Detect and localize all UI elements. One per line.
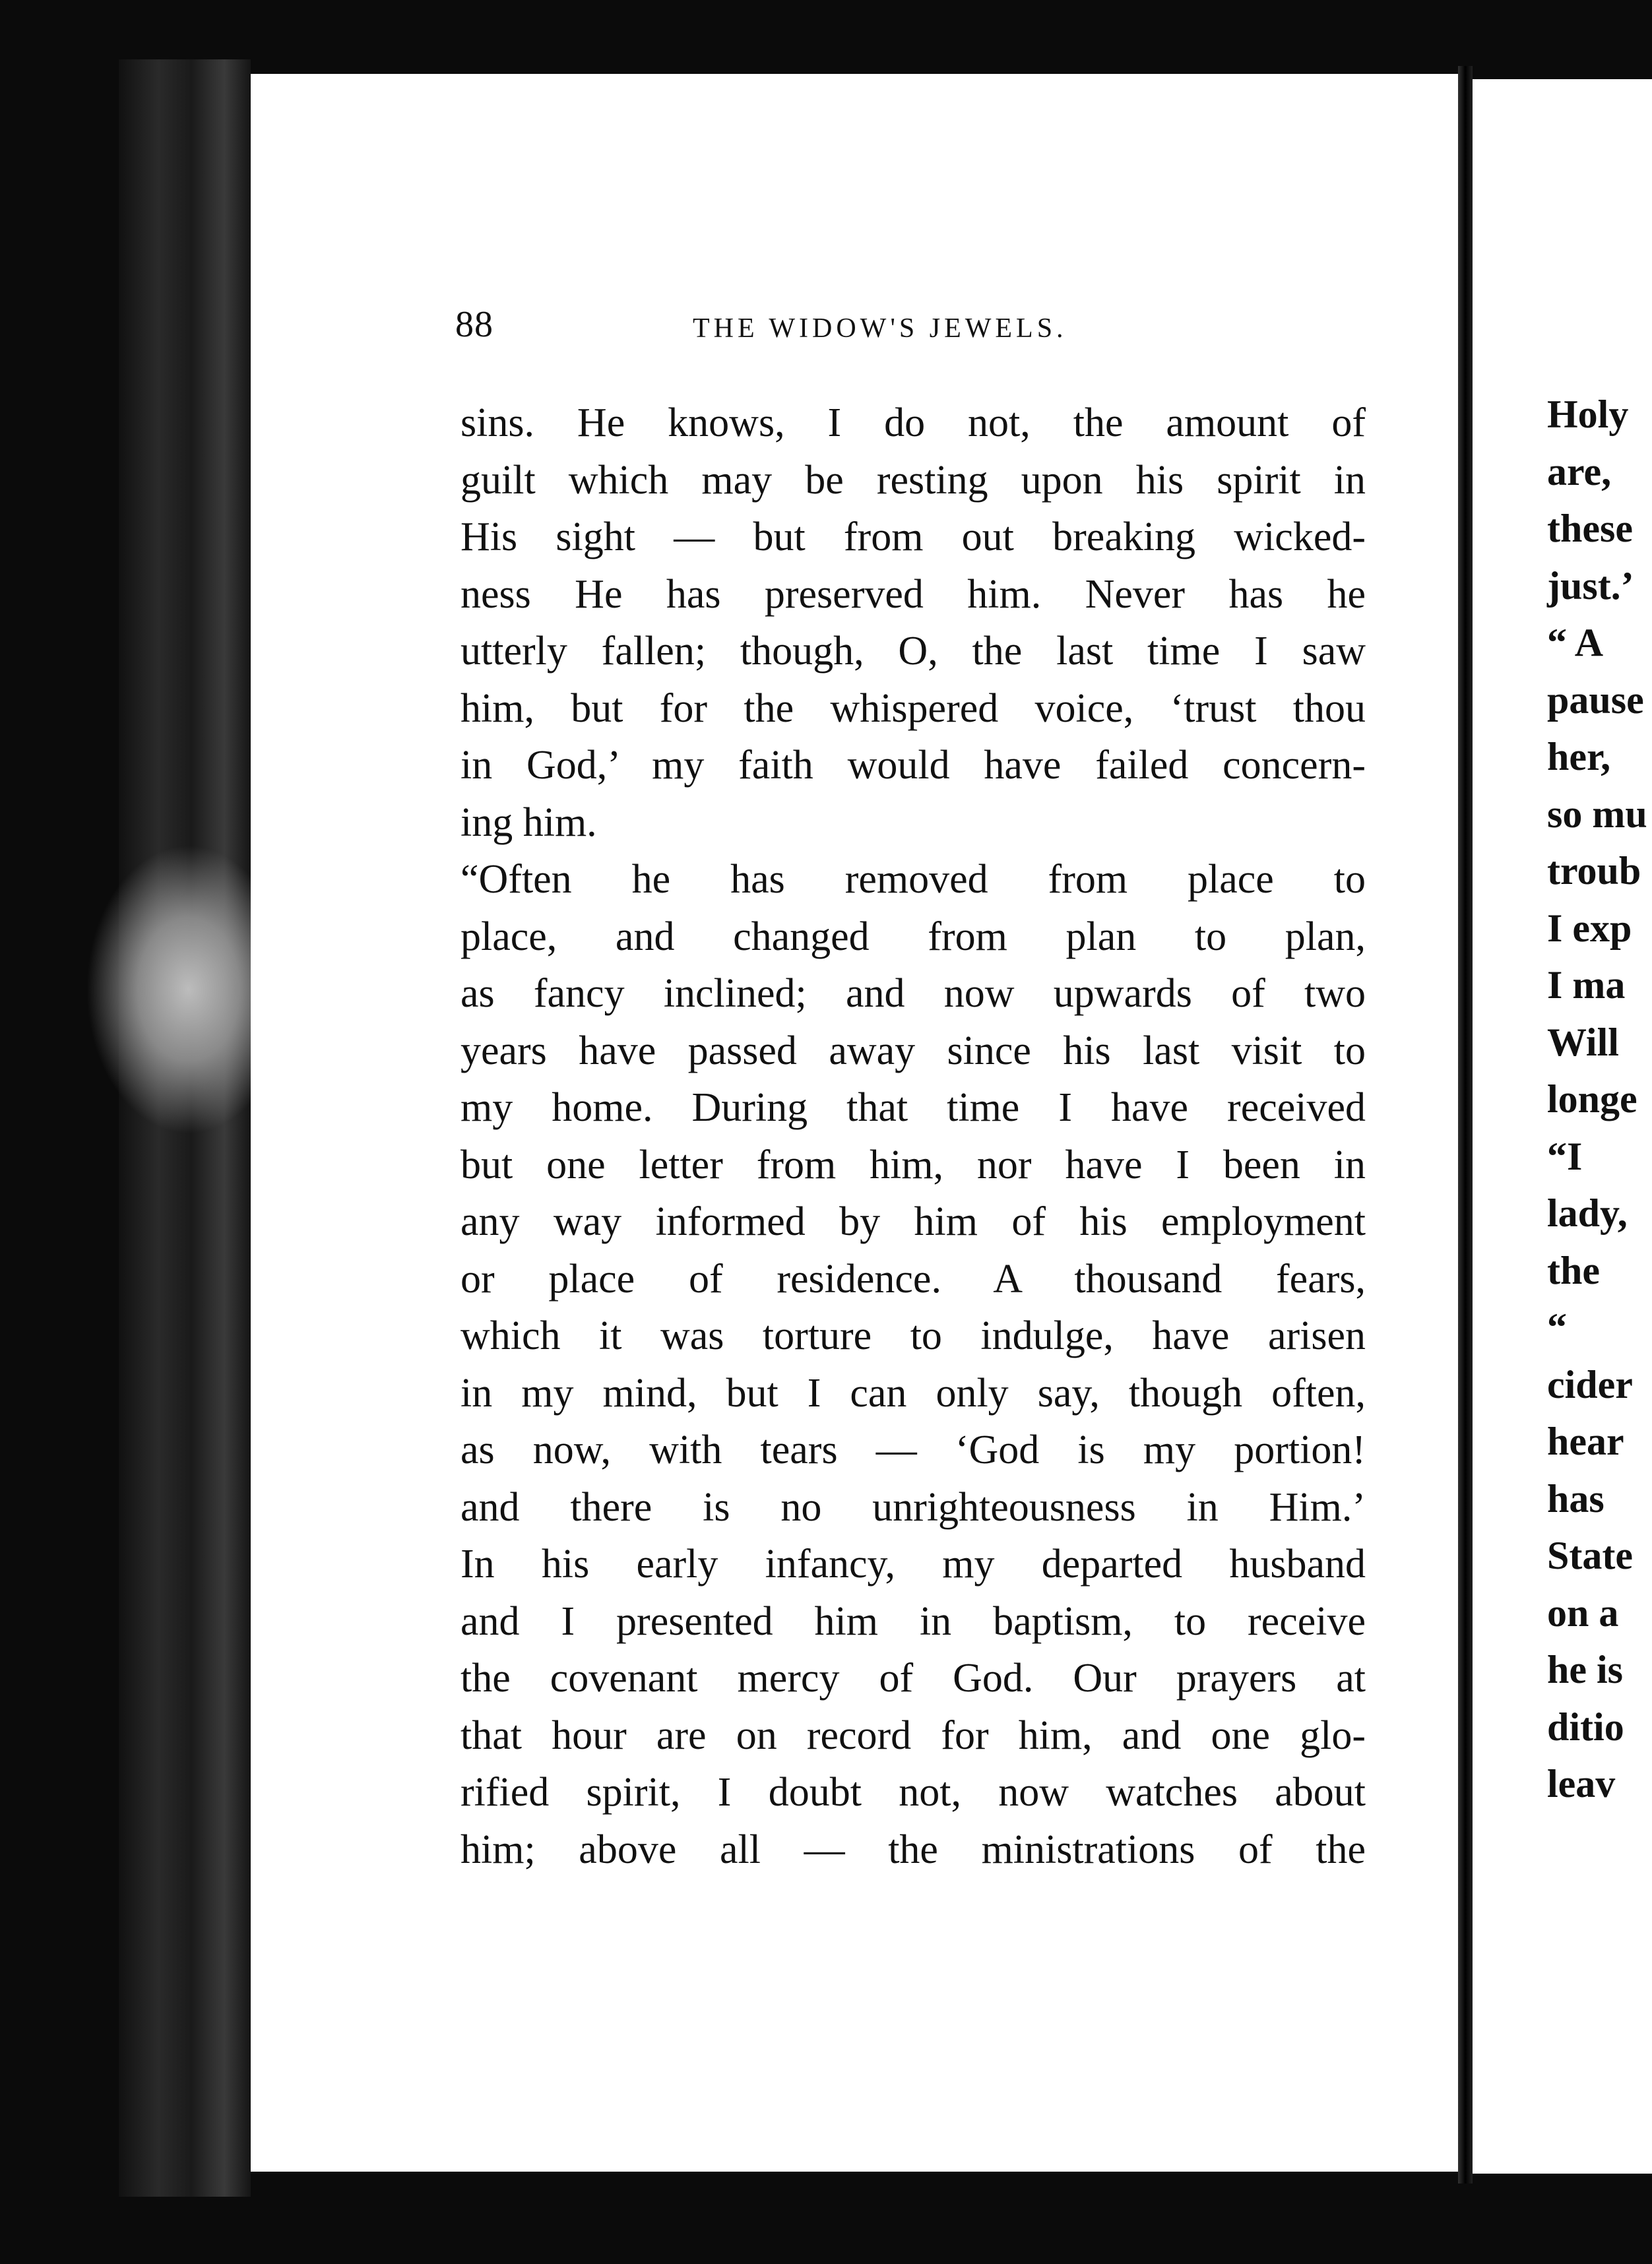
text-line: In his early infancy, my departed husband (461, 1542, 1366, 1587)
text-line: but one letter from him, nor have I been in (461, 1142, 1366, 1187)
text-line: these (1547, 507, 1633, 550)
text-line: sins. He knows, I do not, the amount of (461, 400, 1366, 445)
text-line: the covenant mercy of God. Our prayers at (461, 1656, 1366, 1701)
text-line: place, and changed from plan to plan, (461, 914, 1366, 959)
text-line: has (1547, 1476, 1604, 1521)
text-line: as now, with tears — ‘God is my portion! (461, 1428, 1366, 1472)
text-line: ditio (1547, 1705, 1624, 1749)
right-page-body (1547, 386, 1652, 1813)
text-line: rified spirit, I doubt not, now watches about (461, 1770, 1366, 1815)
text-line: utterly fallen; though, O, the last time I saw (461, 629, 1366, 674)
text-line: Will (1547, 1020, 1619, 1064)
text-line: “Often he has removed from place to (461, 857, 1366, 902)
text-line: the (1547, 1248, 1600, 1292)
text-line: as fancy inclined; and now upwards of two (461, 971, 1366, 1016)
text-line: so mu (1547, 792, 1647, 836)
text-line: Holy (1547, 393, 1629, 436)
left-page-body (461, 394, 1366, 1878)
text-line: years have passed away since his last visit to (461, 1028, 1366, 1073)
text-line: and there is no unrighteousness in Him.’ (461, 1484, 1366, 1530)
text-line: any way informed by him of his employment (461, 1199, 1366, 1244)
text-line: ness He has preserved him. Never has he (461, 571, 1366, 617)
text-line: which it was torture to indulge, have arisen (461, 1313, 1366, 1358)
text-line: His sight — but from out breaking wicked- (461, 515, 1366, 559)
text-line: in God,’ my faith would have failed concern- (461, 743, 1366, 788)
text-line: troub (1547, 849, 1641, 893)
text-line: lady, (1547, 1191, 1628, 1235)
text-line: State (1547, 1534, 1633, 1577)
text-line: “ (1547, 1305, 1567, 1349)
page-damage-mark (86, 844, 257, 1135)
page-number: 88 (455, 304, 493, 345)
text-line: are, (1547, 449, 1612, 493)
text-line: cider (1547, 1362, 1633, 1406)
text-line: or place of residence. A thousand fears, (461, 1256, 1366, 1302)
text-line: hear (1547, 1420, 1624, 1463)
text-line: “ A (1547, 621, 1604, 664)
running-title: THE WIDOW'S JEWELS. (693, 313, 1067, 344)
text-line: “I (1547, 1134, 1583, 1178)
text-line: longe (1547, 1077, 1637, 1121)
text-line: in my mind, but I can only say, though often, (461, 1370, 1366, 1416)
text-line: that hour are on record for him, and one glo- (461, 1713, 1366, 1758)
text-line: I ma (1547, 963, 1626, 1007)
text-line: my home. During that time I have received (461, 1085, 1366, 1130)
text-line: him; above all — the ministrations of the (461, 1827, 1366, 1872)
text-line: he is (1547, 1648, 1624, 1691)
text-line: pause (1547, 677, 1644, 722)
text-line: her, (1547, 735, 1611, 778)
text-line: on a (1547, 1590, 1619, 1635)
text-line: ing him. (461, 800, 597, 845)
text-line: leav (1547, 1762, 1616, 1806)
text-line: just.’ (1547, 563, 1634, 608)
text-line: and I presented him in baptism, to receive (461, 1598, 1366, 1644)
page-header (455, 303, 1366, 356)
text-line: him, but for the whispered voice, ‘trust thou (461, 685, 1366, 731)
page-gutter (1458, 66, 1473, 2184)
text-line: I exp (1547, 906, 1632, 950)
text-line: guilt which may be resting upon his spirit in (461, 457, 1366, 503)
